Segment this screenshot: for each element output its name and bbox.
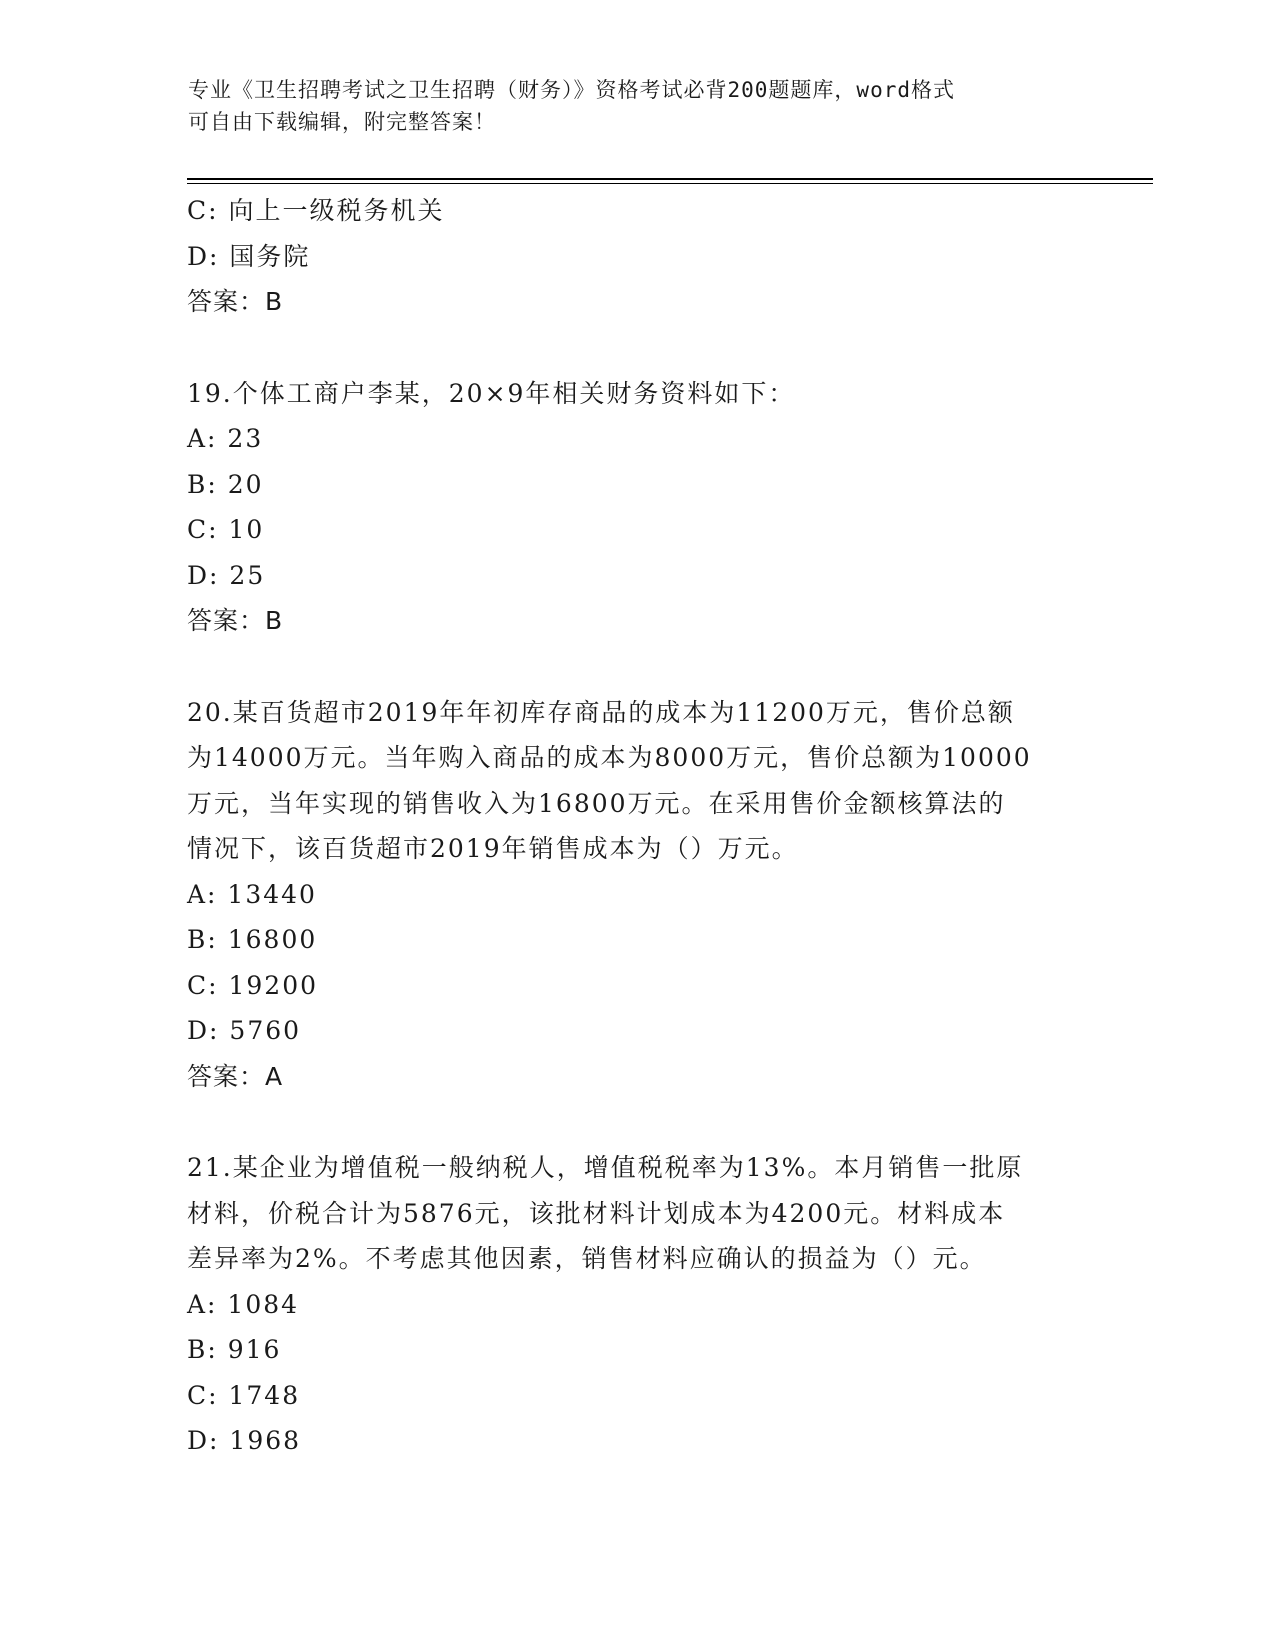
header-title-line-2: 可自由下载编辑，附完整答案！ [188, 110, 496, 134]
option-b: B: 16800 [187, 925, 318, 954]
header-title-line-1: 专业《卫生招聘考试之卫生招聘（财务）》资格考试必背200题题库，word格式 [188, 78, 955, 102]
option-a: A: 1084 [187, 1289, 300, 1319]
question-21 [187, 1145, 1067, 1464]
option-a: A: 23 [187, 424, 264, 453]
question-list [187, 188, 1067, 1464]
question-stem-line-3: 万元，当年实现的销售收入为16800万元。在采用售价金额核算法的 [187, 788, 1006, 818]
option-a: A: 13440 [187, 879, 317, 909]
option-d: D: 5760 [187, 1016, 302, 1045]
option-d: D: 1968 [187, 1426, 302, 1455]
header-divider-thin [187, 183, 1153, 184]
question-18 [187, 188, 1067, 325]
spacer [187, 1099, 1067, 1145]
option-c: C: 1748 [187, 1380, 301, 1410]
question-stem: 19.个体工商户李某，20×9年相关财务资料如下： [187, 378, 796, 408]
spacer [187, 325, 1067, 371]
option-d: D: 国务院 [187, 241, 311, 271]
question-20 [187, 690, 1067, 1100]
question-stem-line-1: 21.某企业为增值税一般纳税人，增值税税率为13%。本月销售一批原 [187, 1153, 1024, 1182]
question-stem-line-2: 为14000万元。当年购入商品的成本为8000万元，售价总额为10000 [187, 743, 1032, 772]
answer: 答案：A [187, 1061, 284, 1091]
option-c: C: 向上一级税务机关 [187, 196, 445, 225]
answer: 答案：B [187, 606, 284, 635]
document-header [188, 74, 1068, 138]
header-divider-thick [187, 178, 1153, 180]
question-stem-line-2: 材料，价税合计为5876元，该批材料计划成本为4200元。材料成本 [187, 1198, 1006, 1228]
question-stem-line-3: 差异率为2%。不考虑其他因素，销售材料应确认的损益为（）元。 [187, 1244, 987, 1273]
question-19 [187, 371, 1067, 644]
option-c: C: 10 [187, 515, 265, 544]
question-stem-line-4: 情况下，该百货超市2019年销售成本为（）万元。 [187, 834, 799, 863]
spacer [187, 644, 1067, 690]
option-d: D: 25 [187, 560, 266, 590]
answer: 答案：B [187, 287, 284, 316]
question-stem-line-1: 20.某百货超市2019年年初库存商品的成本为11200万元，售价总额 [187, 697, 1015, 727]
option-b: B: 20 [187, 469, 264, 499]
option-b: B: 916 [187, 1335, 282, 1364]
option-c: C: 19200 [187, 970, 319, 1000]
